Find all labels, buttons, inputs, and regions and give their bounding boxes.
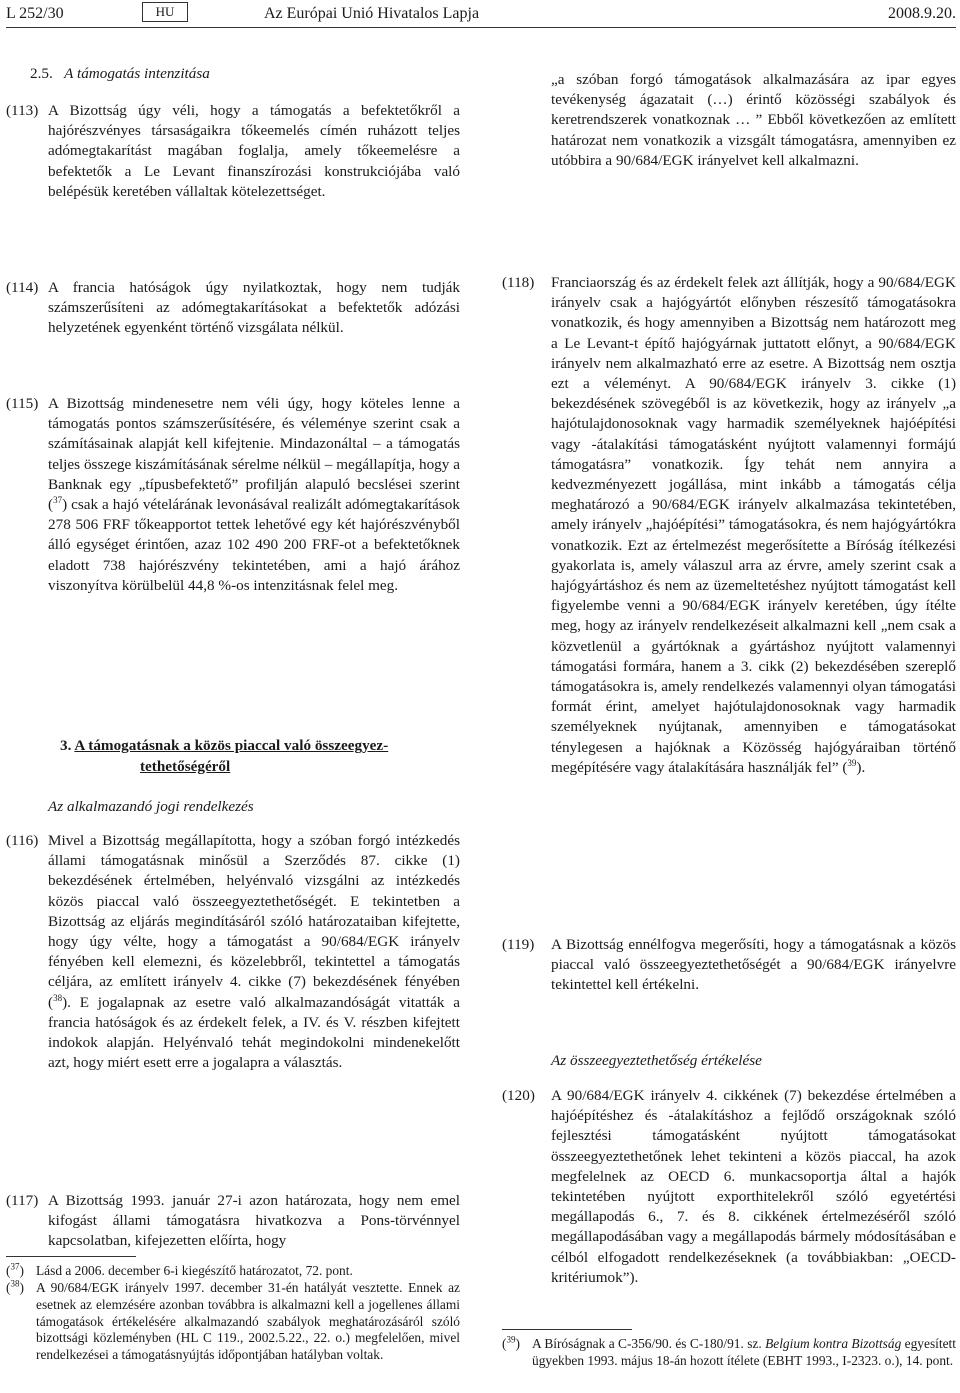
page-number: L 252/30 <box>6 5 64 22</box>
paragraph-text: Franciaország és az érdekelt felek azt állítják, hogy a 90/684/EGK irányelv csak a hajógyártót előnyben részesítő támogatásokra vonatkozik, és hogy amennyiben a Bizottság nem határozott meg a Le Levant-t építő hajógyárnak juttatott előnyt, a 90/684/EGK irányelv nem alkalmazható erre az esetre. A Bizottság nem osztja ezt a véleményt. A 90/684/EGK irányelv 3. cikke (1) bekezdésének szövegéből is az következik, hogy az irányelv „a hajótulajdonosoknak vagy harmadik személyeknek hajóépítési vagy -átalakítási támogatásként nyújtott valamennyi formájú támogatásra” vonatkozik. Így tehát nem annyira a kedvezményezett jogállása, mint inkább a támogatás célja meghatározó a 90/684/EGK irányelv alkalmazása tekintetében, amely irányelv „hajóépítési” támogatásokra, és nem hajógyártókra vonatkozik. Ezt az értelmezést megerősítette a Bíróság ítélkezési gyakorlata is, amely válaszul arra az érvre, amely szerint csak a hajógyártáshoz és nem az üzemeltetéshez nyújtott támogatást kell figyelembe venni a 90/684/EGK irányelv keretében, úgy ítélte meg, hogy az irányelv rendelkezéseit alkalmazni kell „nem csak a közvetlenül a gyártóknak a gyártáshoz nyújtott valamennyi támogatási formára, hanem a 3. cikk (2) bekezdésében szereplő támogatásokra is, amely rendelkezés valamennyi olyan támogatási formát érint, amelyet hajótulajdonosoknak vagy harmadik személyeknek nyújtanak, amennyiben e támogatásokat ténylegesen a hajóknak a Közösség hajógyáraiban történő megépítésére vagy átalakítására használják fel” ($^{39}$). <box>551 274 956 776</box>
section-title-line-1: A támogatásnak a közös piaccal való összeegyez- <box>74 737 389 754</box>
paragraph-text: A Bizottság ennélfogva megerősíti, hogy a támogatásnak a közös piaccal való összeegyeztethetőségét a 90/684/EGK irányelvre tekintettel kell értékelni. <box>551 936 956 994</box>
paragraph-number: (115) <box>6 395 39 412</box>
paragraph-text: A 90/684/EGK irányelv 4. cikkének (7) bekezdése értelmében a hajóépítéshez és -átalakításhoz a fejlődő országoknak szóló fejlesztési támogatásként nyújtott támogatásokat összeegyeztethetőnek lehet tekinteni a közös piaccal, ha azok megfelelnek az OECD 6. munkacsoportja által a hajók tekintetében nyújtott exporthitelekről szóló egyetértési megállapodás 6., 7. és 8. cikkének értelmezéséről szóló megállapodásában vagy a megállapodás bármely módosításában e célból elfogadott rendelkezéseknek (a továbbiakban: „OECD-kritériumok”). <box>551 1087 956 1286</box>
paragraph-118 <box>502 273 956 778</box>
paragraph-114 <box>6 278 460 339</box>
publication-date: 2008.9.20. <box>888 5 956 22</box>
paragraph-text: A Bizottság úgy véli, hogy a támogatás a befektetőkről a hajórészvényes társaságaikra tőkeemelés címén ruházott teljes adómegtakarítást magában foglalja, amely tőkeemelésre a befektetők a Le Levant finanszírozási konstrukciójába való belépésük keretében vállaltak kötelezettséget. <box>48 102 460 200</box>
journal-title: Az Európai Unió Hivatalos Lapja <box>264 5 480 22</box>
paragraph-number: (116) <box>6 832 39 849</box>
footnote-separator <box>502 1329 632 1330</box>
language-badge: HU <box>142 2 188 22</box>
paragraph-119 <box>502 935 956 996</box>
case-name: Belgium kontra Bizottság <box>765 1336 902 1351</box>
paragraph-117 <box>6 1191 460 1252</box>
paragraph-number: (113) <box>6 102 39 119</box>
footnote-37: ($^{37}$) Lásd a 2006. december 6-i kiegészítő határozatot, 72. pont. <box>6 1261 353 1278</box>
paragraph-number: (114) <box>6 279 39 296</box>
section-title-line-2: tethetőségéről <box>140 758 231 775</box>
footnote-ref-39[interactable]: 39 <box>847 757 857 768</box>
page-header <box>6 0 956 28</box>
paragraph-113 <box>6 101 460 202</box>
paragraph-115 <box>6 394 460 596</box>
section-heading-2-5 <box>30 64 210 84</box>
paragraph-116 <box>6 831 460 1073</box>
quoted-text: „a szóban forgó támogatások alkalmazására az ipar egyes tevékenység ágazatait (…) érintő közösségi szabályok és keretrendszerek vonatkoznak … ” Ebből következően az említett határozat nem vonatkozik a vizsgált támogatásra, amennyiben ez utóbbira a 90/684/EGK irányelvet kell alkalmazni. <box>551 71 956 169</box>
footnote-ref-38[interactable]: 38 <box>53 992 63 1003</box>
paragraph-120 <box>502 1086 956 1288</box>
paragraph-text: A Bizottság mindenesetre nem véli úgy, hogy köteles lenne a támogatás pontos számszerűsítésére, és véleménye szerint csak a számításainak alapját kell kifejtenie. Mindazonáltal – a támogatás teljes összege kiszámításának sérelme nélkül – megállapítja, hogy a Banknak egy „típusbefektető” profilján alapuló becslései szerint ($^{37}$) csak a hajó vételárának levonásával realizált adómegtakarítások 278 506 FRF tőkeapportot tettek lehetővé egy két hajórészvényből álló egységet érintően, azaz 102 490 200 FRF-ot a befektetőknek eladott 738 hajórészvény tekintetében, ami a hajó árához viszonyítva körülbelül 44,8 %-os intenzitásnak felel meg. <box>48 395 460 594</box>
section-number: 2.5. <box>30 65 53 82</box>
section-heading-3 <box>60 735 460 777</box>
paragraph-text: Mivel a Bizottság megállapította, hogy a szóban forgó intézkedés állami támogatásnak minősül a Szerződés 87. cikke (1) bekezdésének értelmében, helyénvaló vizsgálni az intézkedés közös piaccal való összeegyeztethetőségét. E tekintetben a Bizottság az eljárás megindításáról szóló határozataiban kifejtette, hogy úgy vélte, hogy a támogatást a 90/684/EGK irányelv fényében kell elemezni, és közelebbről, tekintettel a támogatás céljára, az említett irányelv 4. cikke (7) bekezdésének fényében ($^{38}$). E jogalapnak az esetre való alkalmazandóságát vitatták a francia hatóságok és az érdekelt felek, a IV. és V. részben kifejtett indokok alapján. Helyénvaló tehát megindokolni mindenekelőtt azt, hogy miért esett erre a jogalapra a választás. <box>48 832 460 1072</box>
footnote-separator <box>6 1256 136 1257</box>
paragraph-number: (118) <box>502 274 535 291</box>
paragraph-number: (119) <box>502 936 535 953</box>
paragraph-number: (117) <box>6 1192 39 1209</box>
paragraph-text: A Bizottság 1993. január 27-i azon határozata, hogy nem emel kifogást állami támogatásra hivatkozva a Pons-törvénnyel kapcsolatban, kifejezetten előírta, hogy <box>48 1192 460 1250</box>
paragraph-number: (120) <box>502 1087 535 1104</box>
footnote-39: ($^{39}$) A Bíróságnak a C-356/90. és C-180/91. sz. Belgium kontra Bizottság egyesített ügyekben 1993. május 18-án hozott ítélete (EBHT 1993., I-2323. o.), 14. pont. <box>502 1334 956 1368</box>
subheading-applicable-law: Az alkalmazandó jogi rendelkezés <box>48 798 254 815</box>
footnote-38: ($^{38}$) A 90/684/EGK irányelv 1997. december 31-én hatályát vesztette. Ennek az esetnek az elemzésére azonban továbbra is alkalmazni kell a jogellenes állami támogatások értékelésére alkalmazandó szabályok meghatározásáról szóló bizottsági közleményben (HL C 119., 2002.5.22., 22. o.) megfelelően, mivel rendelkezései a támogatásnyújtás időpontjában hatályban voltak. <box>6 1278 460 1363</box>
subheading-assessment: Az összeegyeztethetőség értékelése <box>551 1052 762 1069</box>
section-number: 3. <box>60 737 72 754</box>
footnote-ref-37[interactable]: 37 <box>53 494 63 505</box>
paragraph-text: A francia hatóságok úgy nyilatkoztak, hogy nem tudják számszerűsíteni az adómegtakarításokat a befektetők adózási helyzetének egyenként történő vizsgálata nélkül. <box>48 279 460 337</box>
section-title: A támogatás intenzitása <box>64 65 210 82</box>
